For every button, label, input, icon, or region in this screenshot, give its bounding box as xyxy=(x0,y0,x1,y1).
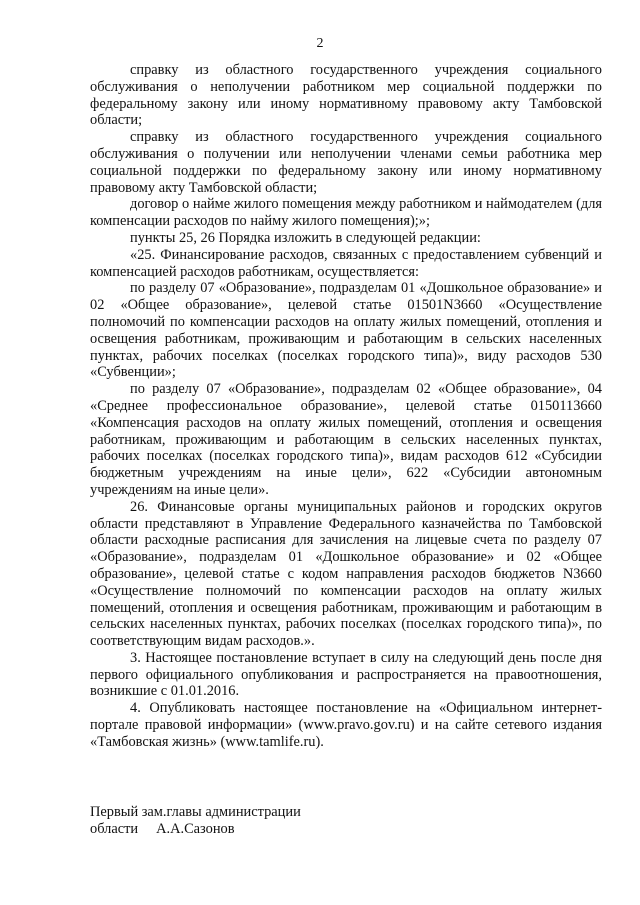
paragraph-9: 3. Настоящее постановление вступает в силу на следующий день после дня первого официального опубликования и распространяется на правоотношения, возникшие с 01.01.2016. xyxy=(90,649,602,700)
paragraph-5: «25. Финансирование расходов, связанных с предоставлением субвенций и компенсацией расходов работникам, осуществляется: xyxy=(90,246,602,280)
signature-block xyxy=(90,804,301,838)
paragraph-7: по разделу 07 «Образование», подразделам 02 «Общее образование», 04 «Среднее профессиональное образование», целевой статье 0150113660 «Компенсация расходов на оплату жилых помещений, отопления и освещения работникам, проживающим и работающим в сельских населенных пунктах, рабочих поселках (поселках городского типа)», видам расходов 612 «Субсидии бюджетным учреждениям на иные цели», 622 «Субсидии автономным учреждениям на иные цели». xyxy=(90,381,602,498)
signer-name: области А.А.Сазонов xyxy=(90,820,235,837)
paragraph-1: справку из областного государственного учреждения социального обслуживания о неполучении работником мер социальной поддержки по федеральному закону или иному нормативному правовому акту Тамбовской области; xyxy=(90,62,602,129)
paragraph-6: по разделу 07 «Образование», подразделам 01 «Дошкольное образование» и 02 «Общее образование», целевой статье 01501N3660 «Осуществление полномочий по компенсации расходов на оплату жилых помещений, отопления и освещения работникам, проживающим и работающим в сельских населенных пунктах, рабочих поселках (поселках городского типа)», виду расходов 530 «Субвенции»; xyxy=(90,280,602,381)
paragraph-2: справку из областного государственного учреждения социального обслуживания о получении или неполучении членами семьи работника мер социальной поддержки по федеральному закону или иному нормативному правовому акту Тамбовской области; xyxy=(90,129,602,196)
signer-title: Первый зам.главы администрации xyxy=(90,804,301,820)
document-body xyxy=(90,62,602,751)
page-number: 2 xyxy=(316,36,324,51)
paragraph-3: договор о найме жилого помещения между работником и наймодателем (для компенсации расходов по найму жилого помещения);»; xyxy=(90,196,602,230)
paragraph-4: пункты 25, 26 Порядка изложить в следующей редакции: xyxy=(130,229,481,246)
paragraph-10: 4. Опубликовать настоящее постановление на «Официальном интернет-портале правовой информации» (www.pravo.gov.ru) и на сайте сетевого издания «Тамбовская жизнь» (www.tamlife.ru). xyxy=(90,700,602,750)
paragraph-8: 26. Финансовые органы муниципальных районов и городских округов области представляют в Управление Федерального казначейства по Тамбовской области расходные расписания для зачисления на лицевые счета по разделу 07 «Образование», подразделам 01 «Дошкольное образование» и 02 «Общее образование», целевой статье с кодом направления расходов бюджетов N3660 «Осуществление полномочий по компенсации расходов на оплату жилых помещений, отопления и освещения работникам, проживающим и работающим в сельских населенных пунктах, рабочих поселках (поселках городского типа)», по соответствующим видам расходов.». xyxy=(90,498,602,650)
